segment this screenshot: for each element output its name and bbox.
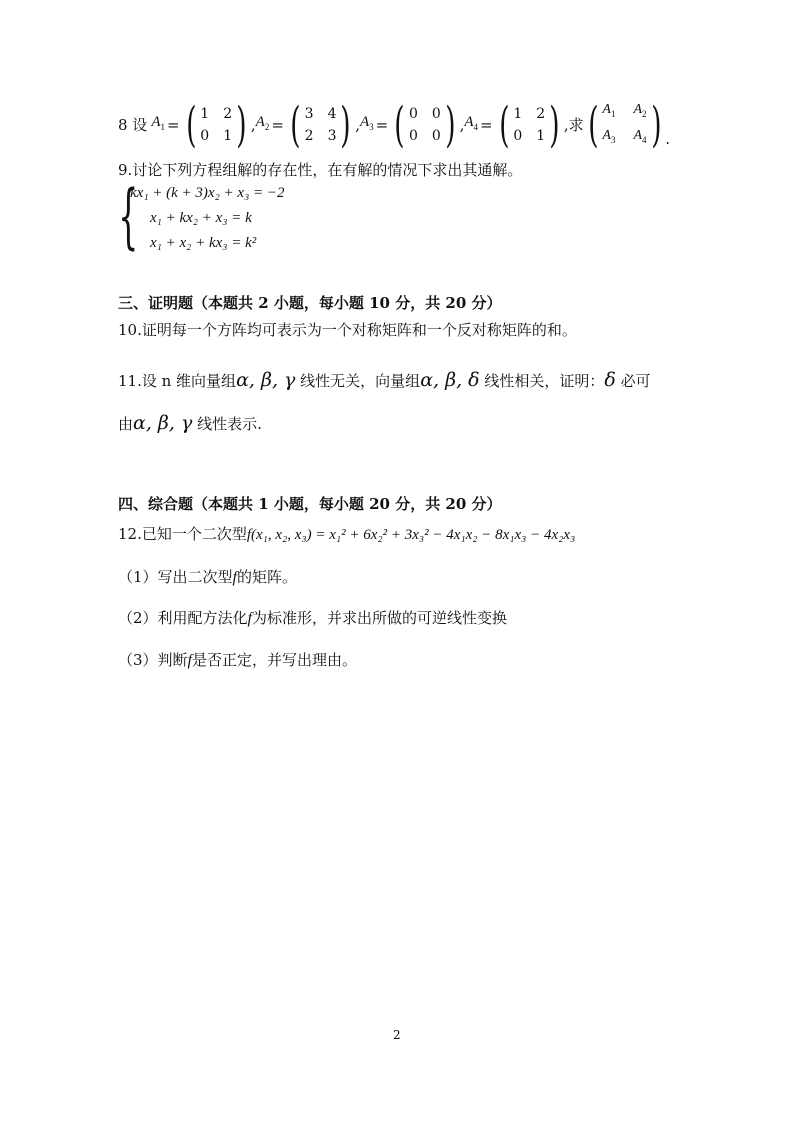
- greek-vectors-2: α, β, δ: [420, 369, 480, 391]
- question-12-part-3: （3）判断f是否正定，并写出理由。: [118, 651, 358, 669]
- matrix-a1-label: $A_1$: [151, 114, 165, 133]
- equation-1: kx₁ + (k + 3)x₂ + x₃ = −2: [130, 185, 285, 201]
- question-8: 8 设 $A_1$ = ( 1 2 0 1 ) , $A_2$ = ( 3 4 2 3 ) , $A_3$ = ( 0 0 0 0 ) , $A_4$ = ( 1 2 0 1 ) ,求 ( $A_1$ $A_2$ $A_3$ $A_4$ ) .: [118, 96, 671, 153]
- section-4-heading: 四、综合题（本题共 1 小题，每小题 20 分，共 20 分）: [118, 495, 502, 513]
- left-brace: {: [118, 175, 139, 257]
- block-matrix: ( $A_1$ $A_2$ $A_3$ $A_4$ ): [587, 96, 662, 153]
- page-number: 2: [393, 1028, 401, 1042]
- matrix-a2-label: $A_2$: [255, 114, 270, 133]
- question-10: 10.证明每一个方阵均可表示为一个对称矩阵和一个反对称矩阵的和。: [118, 321, 577, 339]
- greek-delta: δ: [604, 369, 616, 391]
- q8-prefix: 8 设: [118, 115, 148, 134]
- matrix-a4-label: $A_4$: [464, 114, 479, 133]
- greek-vectors-1: α, β, γ: [236, 369, 296, 391]
- matrix-a4: ( 1 2 0 1 ): [498, 96, 560, 153]
- question-12-part-2: （2）利用配方法化f为标准形，并求出所做的可逆线性变换: [118, 609, 508, 627]
- question-9-text: 9.讨论下列方程组解的存在性，在有解的情况下求出其通解。: [118, 161, 523, 179]
- greek-vectors-3: α, β, γ: [133, 412, 193, 434]
- matrix-a2: ( 3 4 2 3 ): [290, 96, 352, 153]
- equation-3: x₁ + x₂ + kx₃ = k²: [150, 235, 257, 251]
- question-11-line-2: 由α, β, γ 线性表示.: [118, 412, 262, 434]
- matrix-a1: ( 1 2 0 1 ): [185, 96, 247, 153]
- matrix-a3-label: $A_3$: [360, 114, 374, 133]
- matrix-a3: ( 0 0 0 0 ): [394, 96, 456, 153]
- quadratic-form: f(x₁, x₂, x₃) = x₁² + 6x₂² + 3x₃² − 4x₁x₂ − 8x₁x₃ − 4x₂x₃: [246, 527, 576, 543]
- equation-system: [112, 175, 312, 258]
- section-3-heading: 三、证明题（本题共 2 小题，每小题 10 分，共 20 分）: [118, 294, 502, 312]
- equation-2: x₁ + kx₂ + x₃ = k: [150, 210, 252, 226]
- question-12: 12.已知一个二次型f(x₁, x₂, x₃) = x₁² + 6x₂² + 3x₃² − 4x₁x₂ − 8x₁x₃ − 4x₂x₃: [118, 525, 576, 543]
- question-11-line-1: 11.设 n 维向量组α, β, γ 线性无关，向量组α, β, δ 线性相关，证明：δ 必可: [118, 369, 651, 391]
- question-12-part-1: （1）写出二次型f的矩阵。: [118, 568, 298, 586]
- q8-ask: ,求: [563, 115, 584, 134]
